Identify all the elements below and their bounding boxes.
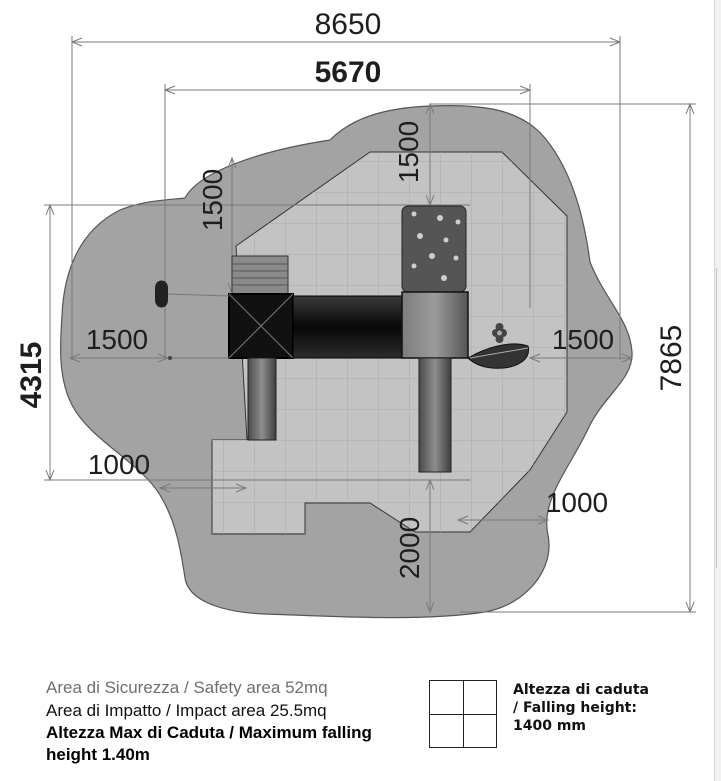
falling-height-line1: Altezza di caduta (513, 682, 650, 698)
dim-structure-width: 5670 (314, 56, 382, 89)
tunnel-bridge (293, 296, 403, 358)
dim-bottom-left-clearance: 1000 (87, 449, 151, 480)
max-falling-height-text: Altezza Max di Caduta / Maximum falling height 1.40m (46, 723, 372, 764)
falling-height-note (513, 681, 683, 735)
climbing-wall (402, 206, 466, 292)
dim-right-clearance: 1500 (551, 324, 615, 355)
area-legend (46, 676, 426, 766)
dim-slide-clearance: 2000 (394, 516, 425, 580)
slide-left (248, 358, 276, 440)
dim-total-width: 8650 (314, 8, 382, 41)
ladder-steps (232, 256, 288, 294)
safety-area-text: Area di Sicurezza / Safety area 52mq (46, 678, 328, 697)
falling-height-line2: / Falling height: (513, 700, 637, 716)
dim-left-clearance: 1500 (85, 324, 149, 355)
dim-total-depth: 7865 (655, 324, 688, 392)
falling-height-line3: 1400 mm (513, 718, 587, 734)
dim-bottom-right-clearance: 1000 (545, 487, 609, 518)
falling-height-grid-icon (429, 680, 497, 748)
dim-top-clearance-right: 1500 (393, 120, 424, 184)
dim-top-clearance-left: 1500 (197, 168, 228, 232)
page-edge-marker (716, 268, 720, 568)
slide-right (419, 358, 451, 472)
steering-wheel (155, 281, 168, 308)
impact-area-text: Area di Impatto / Impact area 25.5mq (46, 701, 327, 720)
dim-structure-depth: 4315 (15, 341, 48, 409)
platform-tower-right (402, 292, 468, 358)
